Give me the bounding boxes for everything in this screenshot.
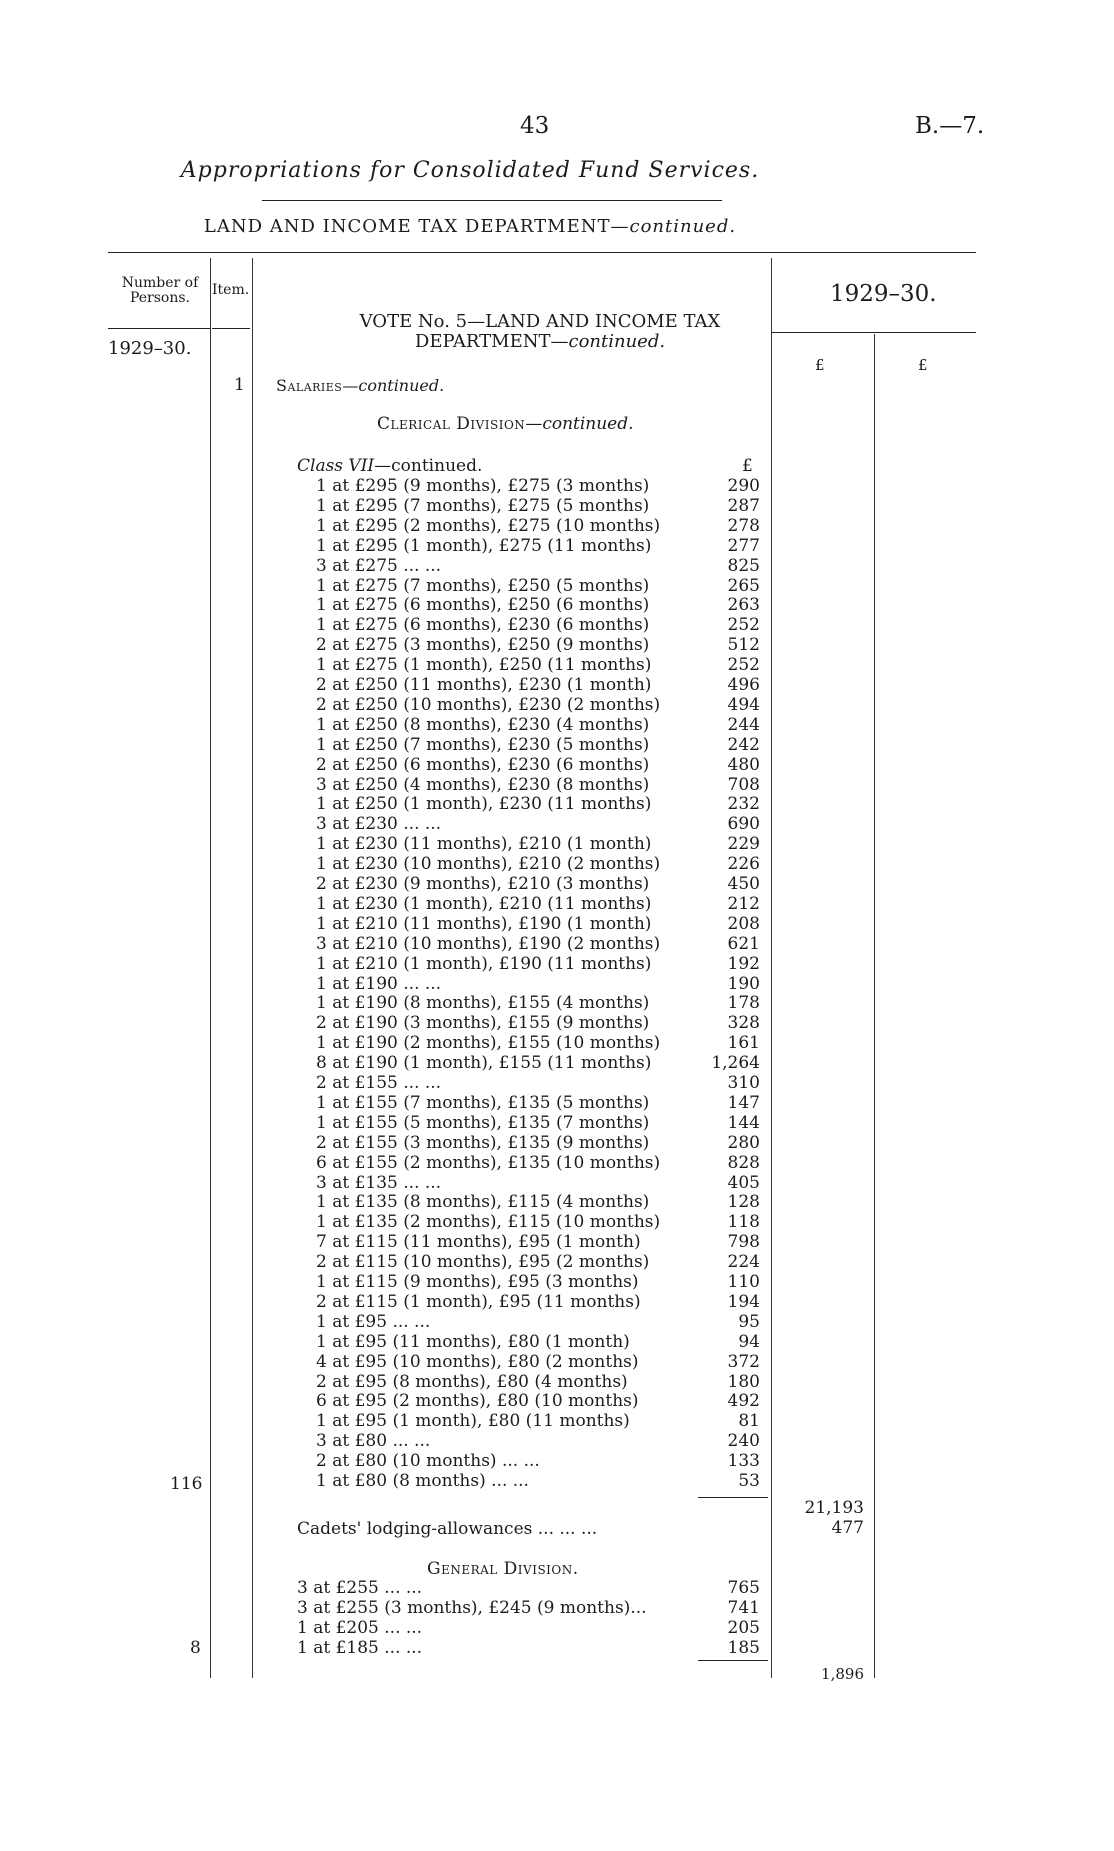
number-of-persons-header: Number of Persons. [121,275,199,306]
general-row-amount: 765 [727,1578,760,1598]
clerical-row-label: 1 at £295 (7 months), £275 (5 months) [316,495,650,516]
clerical-row-amount: 242 [727,734,760,755]
clerical-row-amount: 494 [727,694,760,715]
class-vii-heading: Class VII—continued. [297,456,483,476]
page-number: 43 [520,113,550,139]
clerical-row-amount: 133 [727,1451,760,1472]
clerical-row-label: 3 at £275 ... ... [316,555,442,576]
clerical-row-amount: 690 [727,814,760,835]
clerical-row-amount: 372 [727,1351,760,1372]
vote-title [270,312,810,352]
clerical-row-label: 2 at £95 (8 months), £80 (4 months) [316,1371,628,1392]
clerical-row-amount: 226 [727,854,760,875]
general-row-label: 3 at £255 (3 months), £245 (9 months)... [297,1598,647,1618]
clerical-row-label: 1 at £155 (7 months), £135 (5 months) [316,1092,650,1113]
clerical-row-amount: 492 [727,1391,760,1412]
clerical-row-label: 2 at £190 (3 months), £155 (9 months) [316,1013,650,1034]
clerical-row-label: 2 at £250 (10 months), £230 (2 months) [316,694,661,715]
clerical-row-label: 1 at £190 (2 months), £155 (10 months) [316,1033,661,1054]
clerical-row-label: 1 at £210 (1 month), £190 (11 months) [316,953,652,974]
clerical-row-label: 1 at £95 (11 months), £80 (1 month) [316,1331,630,1352]
clerical-row-amount: 95 [738,1311,760,1332]
vote-title-line1: VOTE No. 5—LAND AND INCOME TAX [359,311,721,332]
salaries-heading: Salaries—continued. [276,376,445,395]
clerical-row-label: 7 at £115 (11 months), £95 (1 month) [316,1232,641,1253]
clerical-row-amount: 147 [727,1092,760,1113]
clerical-row-label: 3 at £250 (4 months), £230 (8 months) [316,774,650,795]
clerical-row-amount: 287 [727,495,760,516]
clerical-row-amount: 621 [727,933,760,954]
clerical-row-label: 1 at £275 (7 months), £250 (5 months) [316,575,650,596]
general-row-label: 1 at £205 ... ... [297,1618,423,1638]
clerical-row-label: 1 at £295 (9 months), £275 (3 months) [316,476,650,496]
general-row-amount: 741 [727,1598,760,1618]
clerical-row-amount: 310 [727,1073,760,1093]
clerical-row-label: 8 at £190 (1 month), £155 (11 months) [316,1053,652,1074]
clerical-row-label: 2 at £250 (6 months), £230 (6 months) [316,754,650,775]
total-column-divider [874,334,875,1678]
clerical-row-amount: 328 [727,1013,760,1034]
clerical-row-amount: 244 [727,714,760,735]
clerical-row-label: 1 at £80 (8 months) ... ... [316,1471,529,1491]
class-vii-pound-sign: £ [742,456,753,476]
clerical-row-amount: 263 [727,595,760,616]
clerical-row-label: 1 at £190 ... ... [316,973,442,994]
clerical-row-amount: 252 [727,615,760,636]
item-header: Item. [212,282,250,298]
clerical-row-amount: 512 [727,635,760,656]
clerical-row-label: 3 at £80 ... ... [316,1431,431,1452]
amount-column-divider [771,258,772,1678]
general-division-heading: General Division. [427,1559,579,1579]
clerical-row-label: 1 at £95 (1 month), £80 (11 months) [316,1411,630,1432]
department-heading: LAND AND INCOME TAX DEPARTMENT—continued. [203,216,737,237]
pound-header-col1: £ [815,356,825,374]
clerical-row-label: 1 at £230 (1 month), £210 (11 months) [316,893,652,914]
clerical-row-label: 1 at £155 (5 months), £135 (7 months) [316,1112,650,1133]
subtitle-rule [262,200,722,201]
general-row-label: 3 at £255 ... ... [297,1578,423,1598]
clerical-row-label: 1 at £95 ... ... [316,1311,431,1332]
clerical-row-label: 3 at £210 (10 months), £190 (2 months) [316,933,661,954]
clerical-row-label: 2 at £230 (9 months), £210 (3 months) [316,874,650,894]
clerical-row-amount: 190 [727,973,760,994]
clerical-row-amount: 450 [727,874,760,894]
clerical-row-amount: 280 [727,1132,760,1153]
clerical-row-amount: 161 [727,1033,760,1054]
clerical-row-amount: 81 [738,1411,760,1432]
general-sum-rule [698,1660,768,1661]
clerical-row-label: 6 at £95 (2 months), £80 (10 months) [316,1391,639,1412]
clerical-row-amount: 240 [727,1431,760,1452]
clerical-row-amount: 252 [727,655,760,676]
clerical-row-amount: 265 [727,575,760,596]
clerical-row-label: 2 at £115 (10 months), £95 (2 months) [316,1252,650,1273]
clerical-subtotal: 21,193 [804,1498,864,1518]
clerical-row-label: 3 at £135 ... ... [316,1172,442,1193]
clerical-sum-rule [698,1497,768,1498]
cadets-allowance-label: Cadets' lodging-allowances ... ... ... [297,1519,598,1539]
vote-title-line2: DEPARTMENT—continued. [414,331,666,352]
clerical-row-label: 1 at £210 (11 months), £190 (1 month) [316,913,652,934]
clerical-row-amount: 290 [727,476,760,496]
clerical-row-amount: 178 [727,993,760,1014]
clerical-row-label: 4 at £95 (10 months), £80 (2 months) [316,1351,639,1372]
clerical-row-amount: 110 [727,1272,760,1292]
year-header: 1929–30. [830,281,937,307]
clerical-row-label: 1 at £250 (7 months), £230 (5 months) [316,734,650,755]
clerical-row-label: 3 at £230 ... ... [316,814,442,835]
clerical-row-label: 2 at £80 (10 months) ... ... [316,1451,540,1472]
clerical-row-label: 1 at £230 (11 months), £210 (1 month) [316,834,652,855]
clerical-row-label: 1 at £295 (1 month), £275 (11 months) [316,535,652,556]
clerical-row-label: 2 at £275 (3 months), £250 (9 months) [316,635,650,656]
clerical-row-amount: 708 [727,774,760,795]
general-row-label: 1 at £185 ... ... [297,1638,423,1658]
clerical-row-label: 1 at £190 (8 months), £155 (4 months) [316,993,650,1014]
cadets-allowance-amount: 477 [831,1518,864,1538]
clerical-row-amount: 192 [727,953,760,974]
table-top-rule [108,252,976,253]
clerical-row-label: 2 at £155 (3 months), £135 (9 months) [316,1132,650,1153]
clerical-persons-count: 116 [170,1474,203,1494]
clerical-row-amount: 229 [727,834,760,855]
pound-header-col2: £ [918,356,928,374]
clerical-row-label: 1 at £275 (1 month), £250 (11 months) [316,655,652,676]
clerical-row-amount: 118 [727,1212,760,1233]
clerical-row-amount: 825 [727,555,760,576]
clerical-row-amount: 496 [727,675,760,695]
clerical-row-amount: 277 [727,535,760,556]
clerical-row-label: 1 at £230 (10 months), £210 (2 months) [316,854,661,875]
clerical-row-amount: 828 [727,1152,760,1173]
description-column-divider [252,258,253,1678]
clerical-row-label: 1 at £250 (1 month), £230 (11 months) [316,794,652,815]
general-row-amount: 185 [727,1638,760,1658]
item-number: 1 [234,375,245,395]
clerical-row-amount: 1,264 [711,1053,760,1074]
clerical-row-label: 1 at £250 (8 months), £230 (4 months) [316,714,650,735]
item-column-divider [210,258,211,1678]
clerical-row-amount: 224 [727,1252,760,1273]
clerical-row-amount: 798 [727,1232,760,1253]
clerical-row-amount: 405 [727,1172,760,1193]
general-row-amount: 205 [727,1618,760,1638]
clerical-row-amount: 94 [738,1331,760,1352]
clerical-row-amount: 180 [727,1371,760,1392]
clerical-row-label: 1 at £115 (9 months), £95 (3 months) [316,1272,639,1292]
clerical-row-amount: 278 [727,515,760,536]
clerical-row-label: 1 at £275 (6 months), £230 (6 months) [316,615,650,636]
clerical-row-label: 1 at £275 (6 months), £250 (6 months) [316,595,650,616]
document-reference: B.—7. [915,113,985,139]
clerical-row-label: 2 at £155 ... ... [316,1073,442,1093]
clerical-row-amount: 128 [727,1192,760,1213]
persons-header-rule [108,328,210,329]
clerical-row-amount: 194 [727,1291,760,1312]
clerical-division-heading: Clerical Division—continued. [377,414,634,434]
item-header-rule [212,328,250,329]
general-persons-count: 8 [190,1638,201,1658]
clerical-row-label: 6 at £155 (2 months), £135 (10 months) [316,1152,661,1173]
clerical-row-amount: 232 [727,794,760,815]
clerical-row-amount: 208 [727,913,760,934]
clerical-row-amount: 480 [727,754,760,775]
persons-year-header: 1929–30. [108,338,192,359]
clerical-row-label: 2 at £115 (1 month), £95 (11 months) [316,1291,641,1312]
page-subtitle: Appropriations for Consolidated Fund Services. [180,158,760,183]
clerical-row-label: 2 at £250 (11 months), £230 (1 month) [316,675,652,695]
clerical-row-amount: 53 [738,1471,760,1491]
clerical-row-label: 1 at £135 (8 months), £115 (4 months) [316,1192,650,1213]
clerical-row-label: 1 at £135 (2 months), £115 (10 months) [316,1212,661,1233]
general-subtotal: 1,896 [821,1665,864,1683]
clerical-row-label: 1 at £295 (2 months), £275 (10 months) [316,515,661,536]
clerical-row-amount: 144 [727,1112,760,1133]
clerical-row-amount: 212 [727,893,760,914]
